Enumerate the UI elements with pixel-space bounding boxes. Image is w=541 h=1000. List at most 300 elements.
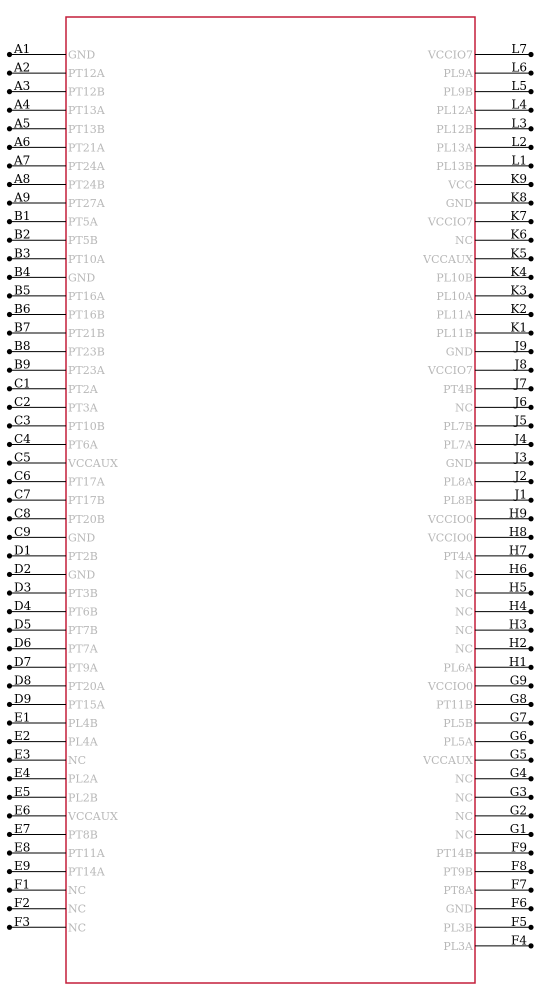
pin-b1 — [7, 209, 99, 229]
pin-end-dot-b9 — [7, 368, 12, 373]
pin-number-h7: H7 — [508, 543, 527, 558]
pin-number-j5: J5 — [514, 413, 527, 428]
pin-name-b5: PT16A — [68, 289, 105, 303]
pin-name-a1: GND — [68, 48, 96, 62]
pin-number-e9: E9 — [14, 859, 31, 874]
pin-name-f4: PL3A — [443, 939, 473, 953]
pin-name-f9: PT14B — [436, 847, 473, 861]
pin-g4 — [455, 766, 534, 786]
pin-name-c1: PT2A — [68, 382, 98, 396]
pin-name-g8: PT11B — [436, 698, 473, 712]
pin-a7 — [7, 153, 106, 173]
pin-number-j9: J9 — [514, 339, 527, 354]
pin-end-dot-f9 — [528, 850, 533, 855]
pin-a8 — [7, 172, 105, 192]
pin-number-c7: C7 — [14, 487, 31, 502]
pin-end-dot-l1 — [528, 163, 533, 168]
pin-end-dot-k6 — [528, 238, 533, 243]
pin-c1 — [7, 376, 99, 396]
pin-number-a4: A4 — [14, 97, 31, 112]
pin-end-dot-b5 — [7, 293, 12, 298]
pin-f7 — [443, 878, 533, 898]
pin-g8 — [436, 692, 533, 712]
pin-f4 — [443, 933, 533, 953]
pin-end-dot-k1 — [528, 330, 533, 335]
pin-f1 — [7, 878, 86, 898]
pin-a3 — [7, 79, 105, 99]
pin-name-d8: PT20A — [68, 679, 105, 693]
pin-name-h9: VCCIO0 — [427, 512, 473, 526]
pin-b5 — [7, 283, 106, 303]
pin-number-h6: H6 — [508, 561, 527, 576]
pin-number-a6: A6 — [14, 134, 31, 149]
pin-end-dot-b6 — [7, 312, 12, 317]
pin-number-b1: B1 — [14, 209, 31, 224]
pin-e4 — [7, 766, 99, 786]
pin-number-l5: L5 — [511, 79, 527, 94]
pin-end-dot-c1 — [7, 386, 12, 391]
pin-k8 — [446, 191, 534, 211]
pin-d9 — [7, 692, 106, 712]
pin-end-dot-k4 — [528, 275, 533, 280]
pin-name-l2: PL13A — [436, 141, 473, 155]
pin-number-k1: K1 — [510, 320, 527, 335]
pin-number-d3: D3 — [14, 580, 32, 595]
pin-end-dot-d2 — [7, 572, 12, 577]
pin-number-h5: H5 — [508, 580, 527, 595]
pin-name-a2: PT12A — [68, 67, 105, 81]
pin-number-k9: K9 — [510, 171, 527, 186]
pin-name-j1: PL8B — [443, 494, 473, 508]
pin-d1 — [7, 543, 98, 563]
pin-g9 — [427, 673, 534, 693]
pin-name-k9: VCC — [448, 178, 473, 192]
left-pin-group — [7, 42, 118, 934]
pin-end-dot-k7 — [528, 219, 533, 224]
pin-name-l3: PL12B — [436, 122, 473, 136]
pin-number-l1: L1 — [511, 153, 527, 168]
right-pin-group — [422, 42, 533, 953]
pin-name-j4: PL7A — [443, 438, 473, 452]
pin-name-k8: GND — [445, 197, 473, 211]
pin-name-e9: PT14A — [68, 865, 105, 879]
pin-e7 — [7, 822, 98, 842]
pin-end-dot-l2 — [528, 145, 533, 150]
pin-name-g9: VCCIO0 — [427, 679, 473, 693]
pin-h5 — [455, 581, 534, 601]
pin-b2 — [7, 228, 98, 248]
pin-end-dot-h1 — [528, 665, 533, 670]
pin-name-h8: VCCIO0 — [427, 531, 473, 545]
pin-l4 — [436, 98, 533, 118]
pin-e3 — [7, 748, 86, 768]
pin-end-dot-e3 — [7, 758, 12, 763]
pin-l6 — [443, 61, 533, 81]
pin-number-h1: H1 — [508, 654, 527, 669]
pin-number-k8: K8 — [510, 190, 527, 205]
pin-name-k5: VCCAUX — [423, 252, 473, 266]
pin-name-l1: PL13B — [436, 159, 473, 173]
pin-end-dot-d8 — [7, 683, 12, 688]
pin-name-f2: NC — [68, 902, 87, 916]
pin-end-dot-b3 — [7, 256, 12, 261]
pin-name-j2: PL8A — [443, 475, 473, 489]
pin-number-j2: J2 — [514, 469, 527, 484]
pin-a6 — [7, 135, 106, 155]
pin-j4 — [443, 432, 533, 452]
pin-name-d5: PT7B — [68, 624, 98, 638]
pin-name-b7: PT21B — [68, 327, 105, 341]
pin-end-dot-a6 — [7, 145, 12, 150]
pin-name-c8: PT20B — [68, 512, 105, 526]
pin-name-b3: PT10A — [68, 252, 105, 266]
pin-end-dot-l3 — [528, 126, 533, 131]
pin-number-f9: F9 — [511, 840, 527, 855]
pin-e5 — [7, 785, 98, 805]
pin-g3 — [455, 785, 534, 805]
pin-name-l5: PL9B — [443, 85, 473, 99]
pin-end-dot-e2 — [7, 739, 12, 744]
pin-name-b8: PT23B — [68, 345, 105, 359]
pin-number-j7: J7 — [514, 376, 527, 391]
pin-number-f6: F6 — [511, 896, 527, 911]
pin-number-e8: E8 — [14, 840, 31, 855]
pin-name-k2: PL11A — [436, 308, 473, 322]
pin-f2 — [7, 896, 86, 916]
pin-number-f1: F1 — [14, 877, 30, 892]
pin-end-dot-d7 — [7, 665, 12, 670]
pin-number-f5: F5 — [511, 914, 527, 929]
pin-number-j8: J8 — [514, 357, 527, 372]
pin-name-k3: PL10A — [436, 289, 473, 303]
pin-e8 — [7, 841, 106, 861]
pin-number-h9: H9 — [508, 506, 527, 521]
pin-name-j7: PT4B — [443, 382, 473, 396]
pin-j8 — [427, 358, 534, 378]
pin-a9 — [7, 191, 106, 211]
pin-g7 — [443, 711, 533, 731]
pin-d8 — [7, 673, 106, 693]
pin-name-e5: PL2B — [68, 791, 98, 805]
pin-end-dot-h4 — [528, 609, 533, 614]
pin-end-dot-e4 — [7, 776, 12, 781]
pin-end-dot-d3 — [7, 590, 12, 595]
pin-number-d9: D9 — [14, 691, 32, 706]
pin-number-g9: G9 — [509, 673, 527, 688]
pin-end-dot-d4 — [7, 609, 12, 614]
pin-name-e7: PT8B — [68, 828, 98, 842]
pin-l3 — [436, 116, 533, 136]
pin-number-c9: C9 — [14, 524, 31, 539]
pin-end-dot-a3 — [7, 89, 12, 94]
pin-name-f6: GND — [445, 902, 473, 916]
pin-end-dot-j1 — [528, 498, 533, 503]
pin-j5 — [443, 413, 533, 433]
pin-end-dot-f3 — [7, 925, 12, 930]
pin-name-g7: PL5B — [443, 717, 473, 731]
pin-d5 — [7, 618, 98, 638]
pin-b6 — [7, 302, 105, 322]
pin-end-dot-f7 — [528, 888, 533, 893]
pin-number-c6: C6 — [14, 469, 31, 484]
pin-end-dot-l7 — [528, 52, 533, 57]
pin-end-dot-a9 — [7, 200, 12, 205]
pin-e2 — [7, 729, 99, 749]
pin-g2 — [455, 803, 534, 823]
pin-end-dot-l5 — [528, 89, 533, 94]
pin-j3 — [446, 451, 534, 471]
pin-l5 — [443, 79, 533, 99]
pin-a4 — [7, 98, 106, 118]
pin-name-c5: VCCAUX — [68, 457, 118, 471]
pin-end-dot-k9 — [528, 182, 533, 187]
pin-end-dot-b1 — [7, 219, 12, 224]
pin-f3 — [7, 915, 86, 935]
pin-end-dot-c7 — [7, 498, 12, 503]
pin-number-b9: B9 — [14, 357, 31, 372]
pin-number-d8: D8 — [14, 673, 32, 688]
pin-number-g2: G2 — [509, 803, 527, 818]
pin-a2 — [7, 61, 106, 81]
pin-j7 — [443, 376, 533, 396]
pin-name-e2: PL4A — [68, 735, 98, 749]
pin-number-b6: B6 — [14, 301, 31, 316]
pin-end-dot-a8 — [7, 182, 12, 187]
pin-number-h3: H3 — [508, 617, 527, 632]
pin-end-dot-d1 — [7, 553, 12, 558]
pin-name-j6: NC — [454, 401, 473, 415]
pin-end-dot-k5 — [528, 256, 533, 261]
pin-number-h2: H2 — [508, 636, 527, 651]
pin-k7 — [427, 209, 534, 229]
pin-number-d6: D6 — [14, 636, 32, 651]
pin-end-dot-c9 — [7, 535, 12, 540]
pin-end-dot-d9 — [7, 702, 12, 707]
pin-end-dot-c3 — [7, 423, 12, 428]
pin-number-g6: G6 — [509, 729, 527, 744]
pin-name-a9: PT27A — [68, 197, 105, 211]
pin-l7 — [427, 42, 534, 62]
pin-end-dot-j6 — [528, 405, 533, 410]
pin-j2 — [443, 469, 533, 489]
pin-a1 — [7, 42, 96, 62]
pin-number-k6: K6 — [510, 227, 527, 242]
pin-number-k4: K4 — [510, 264, 527, 279]
pin-end-dot-g8 — [528, 702, 533, 707]
pin-end-dot-h3 — [528, 628, 533, 633]
pin-name-h3: NC — [454, 624, 473, 638]
pin-name-d1: PT2B — [68, 549, 98, 563]
pin-end-dot-h7 — [528, 553, 533, 558]
pin-b3 — [7, 246, 106, 266]
pin-a5 — [7, 116, 105, 136]
pin-number-f8: F8 — [511, 859, 527, 874]
pin-end-dot-e1 — [7, 720, 12, 725]
pin-name-e4: PL2A — [68, 772, 98, 786]
pin-name-g2: NC — [454, 809, 473, 823]
pin-name-e1: PL4B — [68, 717, 98, 731]
pin-g5 — [422, 748, 533, 768]
pin-end-dot-e9 — [7, 869, 12, 874]
pin-h7 — [443, 543, 533, 563]
pin-b7 — [7, 321, 105, 341]
pin-name-j3: GND — [445, 457, 473, 471]
pin-end-dot-j7 — [528, 386, 533, 391]
pin-k4 — [436, 265, 533, 285]
pin-number-b2: B2 — [14, 227, 31, 242]
pin-h6 — [455, 562, 534, 582]
pin-number-g7: G7 — [509, 710, 527, 725]
pin-number-c4: C4 — [14, 431, 31, 446]
pin-end-dot-b8 — [7, 349, 12, 354]
pin-number-j1: J1 — [514, 487, 527, 502]
pin-number-e5: E5 — [14, 784, 31, 799]
pin-number-c2: C2 — [14, 394, 31, 409]
pin-name-c4: PT6A — [68, 438, 98, 452]
pin-name-j5: PL7B — [443, 419, 473, 433]
pin-h3 — [455, 618, 534, 638]
pin-number-l3: L3 — [511, 116, 527, 131]
pin-number-e2: E2 — [14, 729, 31, 744]
pin-name-b1: PT5A — [68, 215, 98, 229]
pin-end-dot-e8 — [7, 850, 12, 855]
pin-k1 — [436, 321, 533, 341]
pin-number-c1: C1 — [14, 376, 31, 391]
pin-name-c2: PT3A — [68, 401, 98, 415]
pin-name-c3: PT10B — [68, 419, 105, 433]
pin-end-dot-j2 — [528, 479, 533, 484]
pin-name-e8: PT11A — [68, 847, 105, 861]
pin-name-c9: GND — [68, 531, 96, 545]
pin-end-dot-b2 — [7, 238, 12, 243]
pin-b4 — [7, 265, 96, 285]
pin-name-f7: PT8A — [443, 884, 473, 898]
pin-number-e1: E1 — [14, 710, 31, 725]
pin-number-f7: F7 — [511, 877, 527, 892]
pin-name-d2: GND — [68, 568, 96, 582]
pin-number-k2: K2 — [510, 301, 527, 316]
pin-name-h2: NC — [454, 642, 473, 656]
pin-name-a8: PT24B — [68, 178, 105, 192]
pin-end-dot-b4 — [7, 275, 12, 280]
pin-name-f3: NC — [68, 921, 87, 935]
pin-name-k1: PL11B — [436, 327, 473, 341]
pin-j1 — [443, 488, 533, 508]
pin-number-a9: A9 — [14, 190, 31, 205]
pin-name-d9: PT15A — [68, 698, 105, 712]
pin-f6 — [446, 896, 534, 916]
pin-number-h8: H8 — [508, 524, 527, 539]
pin-end-dot-a5 — [7, 126, 12, 131]
pin-number-g5: G5 — [509, 747, 527, 762]
pin-end-dot-c5 — [7, 460, 12, 465]
pin-number-j6: J6 — [514, 394, 527, 409]
pin-end-dot-f4 — [528, 943, 533, 948]
pin-name-b9: PT23A — [68, 364, 105, 378]
pin-end-dot-h9 — [528, 516, 533, 521]
pin-number-l2: L2 — [511, 134, 527, 149]
pin-end-dot-l4 — [528, 108, 533, 113]
pin-number-j3: J3 — [514, 450, 527, 465]
pin-name-a5: PT13B — [68, 122, 105, 136]
pin-number-b4: B4 — [14, 264, 31, 279]
pin-number-a8: A8 — [14, 171, 31, 186]
pin-number-b8: B8 — [14, 339, 31, 354]
pin-name-h6: NC — [454, 568, 473, 582]
pin-number-d4: D4 — [14, 599, 32, 614]
pin-number-k3: K3 — [510, 283, 527, 298]
pin-end-dot-g9 — [528, 683, 533, 688]
pin-number-d5: D5 — [14, 617, 32, 632]
pin-j9 — [446, 339, 534, 359]
pin-end-dot-g5 — [528, 758, 533, 763]
pin-k2 — [436, 302, 533, 322]
pin-name-j8: VCCIO7 — [427, 364, 473, 378]
pin-number-j4: J4 — [514, 431, 527, 446]
pin-name-c7: PT17B — [68, 494, 105, 508]
pin-e1 — [7, 711, 98, 731]
pin-end-dot-c6 — [7, 479, 12, 484]
pin-number-b3: B3 — [14, 246, 31, 261]
pin-number-l4: L4 — [511, 97, 527, 112]
pin-number-a7: A7 — [14, 153, 31, 168]
pin-end-dot-f1 — [7, 888, 12, 893]
pin-number-h4: H4 — [508, 599, 527, 614]
pin-name-h5: NC — [454, 587, 473, 601]
pin-number-g3: G3 — [509, 784, 527, 799]
pin-d4 — [7, 599, 98, 619]
pin-end-dot-a1 — [7, 52, 12, 57]
pin-name-f1: NC — [68, 884, 87, 898]
pin-l2 — [436, 135, 533, 155]
pin-number-f4: F4 — [511, 933, 527, 948]
pin-h8 — [427, 525, 534, 545]
pin-number-b5: B5 — [14, 283, 31, 298]
pin-number-f2: F2 — [14, 896, 30, 911]
pin-name-j9: GND — [445, 345, 473, 359]
pin-d3 — [7, 581, 98, 601]
pin-k9 — [447, 172, 533, 192]
pin-h1 — [443, 655, 533, 675]
pin-h2 — [455, 636, 534, 656]
pin-end-dot-f5 — [528, 925, 533, 930]
pin-name-d4: PT6B — [68, 605, 98, 619]
pin-end-dot-g3 — [528, 795, 533, 800]
pin-c7 — [7, 488, 105, 508]
pin-c8 — [7, 506, 105, 526]
pin-number-e6: E6 — [14, 803, 31, 818]
pin-c4 — [7, 432, 99, 452]
pin-end-dot-h6 — [528, 572, 533, 577]
pin-number-e4: E4 — [14, 766, 31, 781]
pin-end-dot-g1 — [528, 832, 533, 837]
pin-end-dot-c4 — [7, 442, 12, 447]
pin-k5 — [422, 246, 533, 266]
pin-number-l6: L6 — [511, 60, 527, 75]
pin-name-f8: PT9B — [443, 865, 473, 879]
pin-end-dot-h8 — [528, 535, 533, 540]
pin-name-g1: NC — [454, 828, 473, 842]
pin-g1 — [455, 822, 534, 842]
pin-number-g1: G1 — [509, 821, 527, 836]
pin-d7 — [7, 655, 99, 675]
pin-name-l7: VCCIO7 — [427, 48, 473, 62]
pin-name-k6: NC — [454, 234, 473, 248]
pin-number-c8: C8 — [14, 506, 31, 521]
pin-c5 — [7, 451, 118, 471]
pin-end-dot-e7 — [7, 832, 12, 837]
pin-number-a1: A1 — [14, 42, 31, 56]
